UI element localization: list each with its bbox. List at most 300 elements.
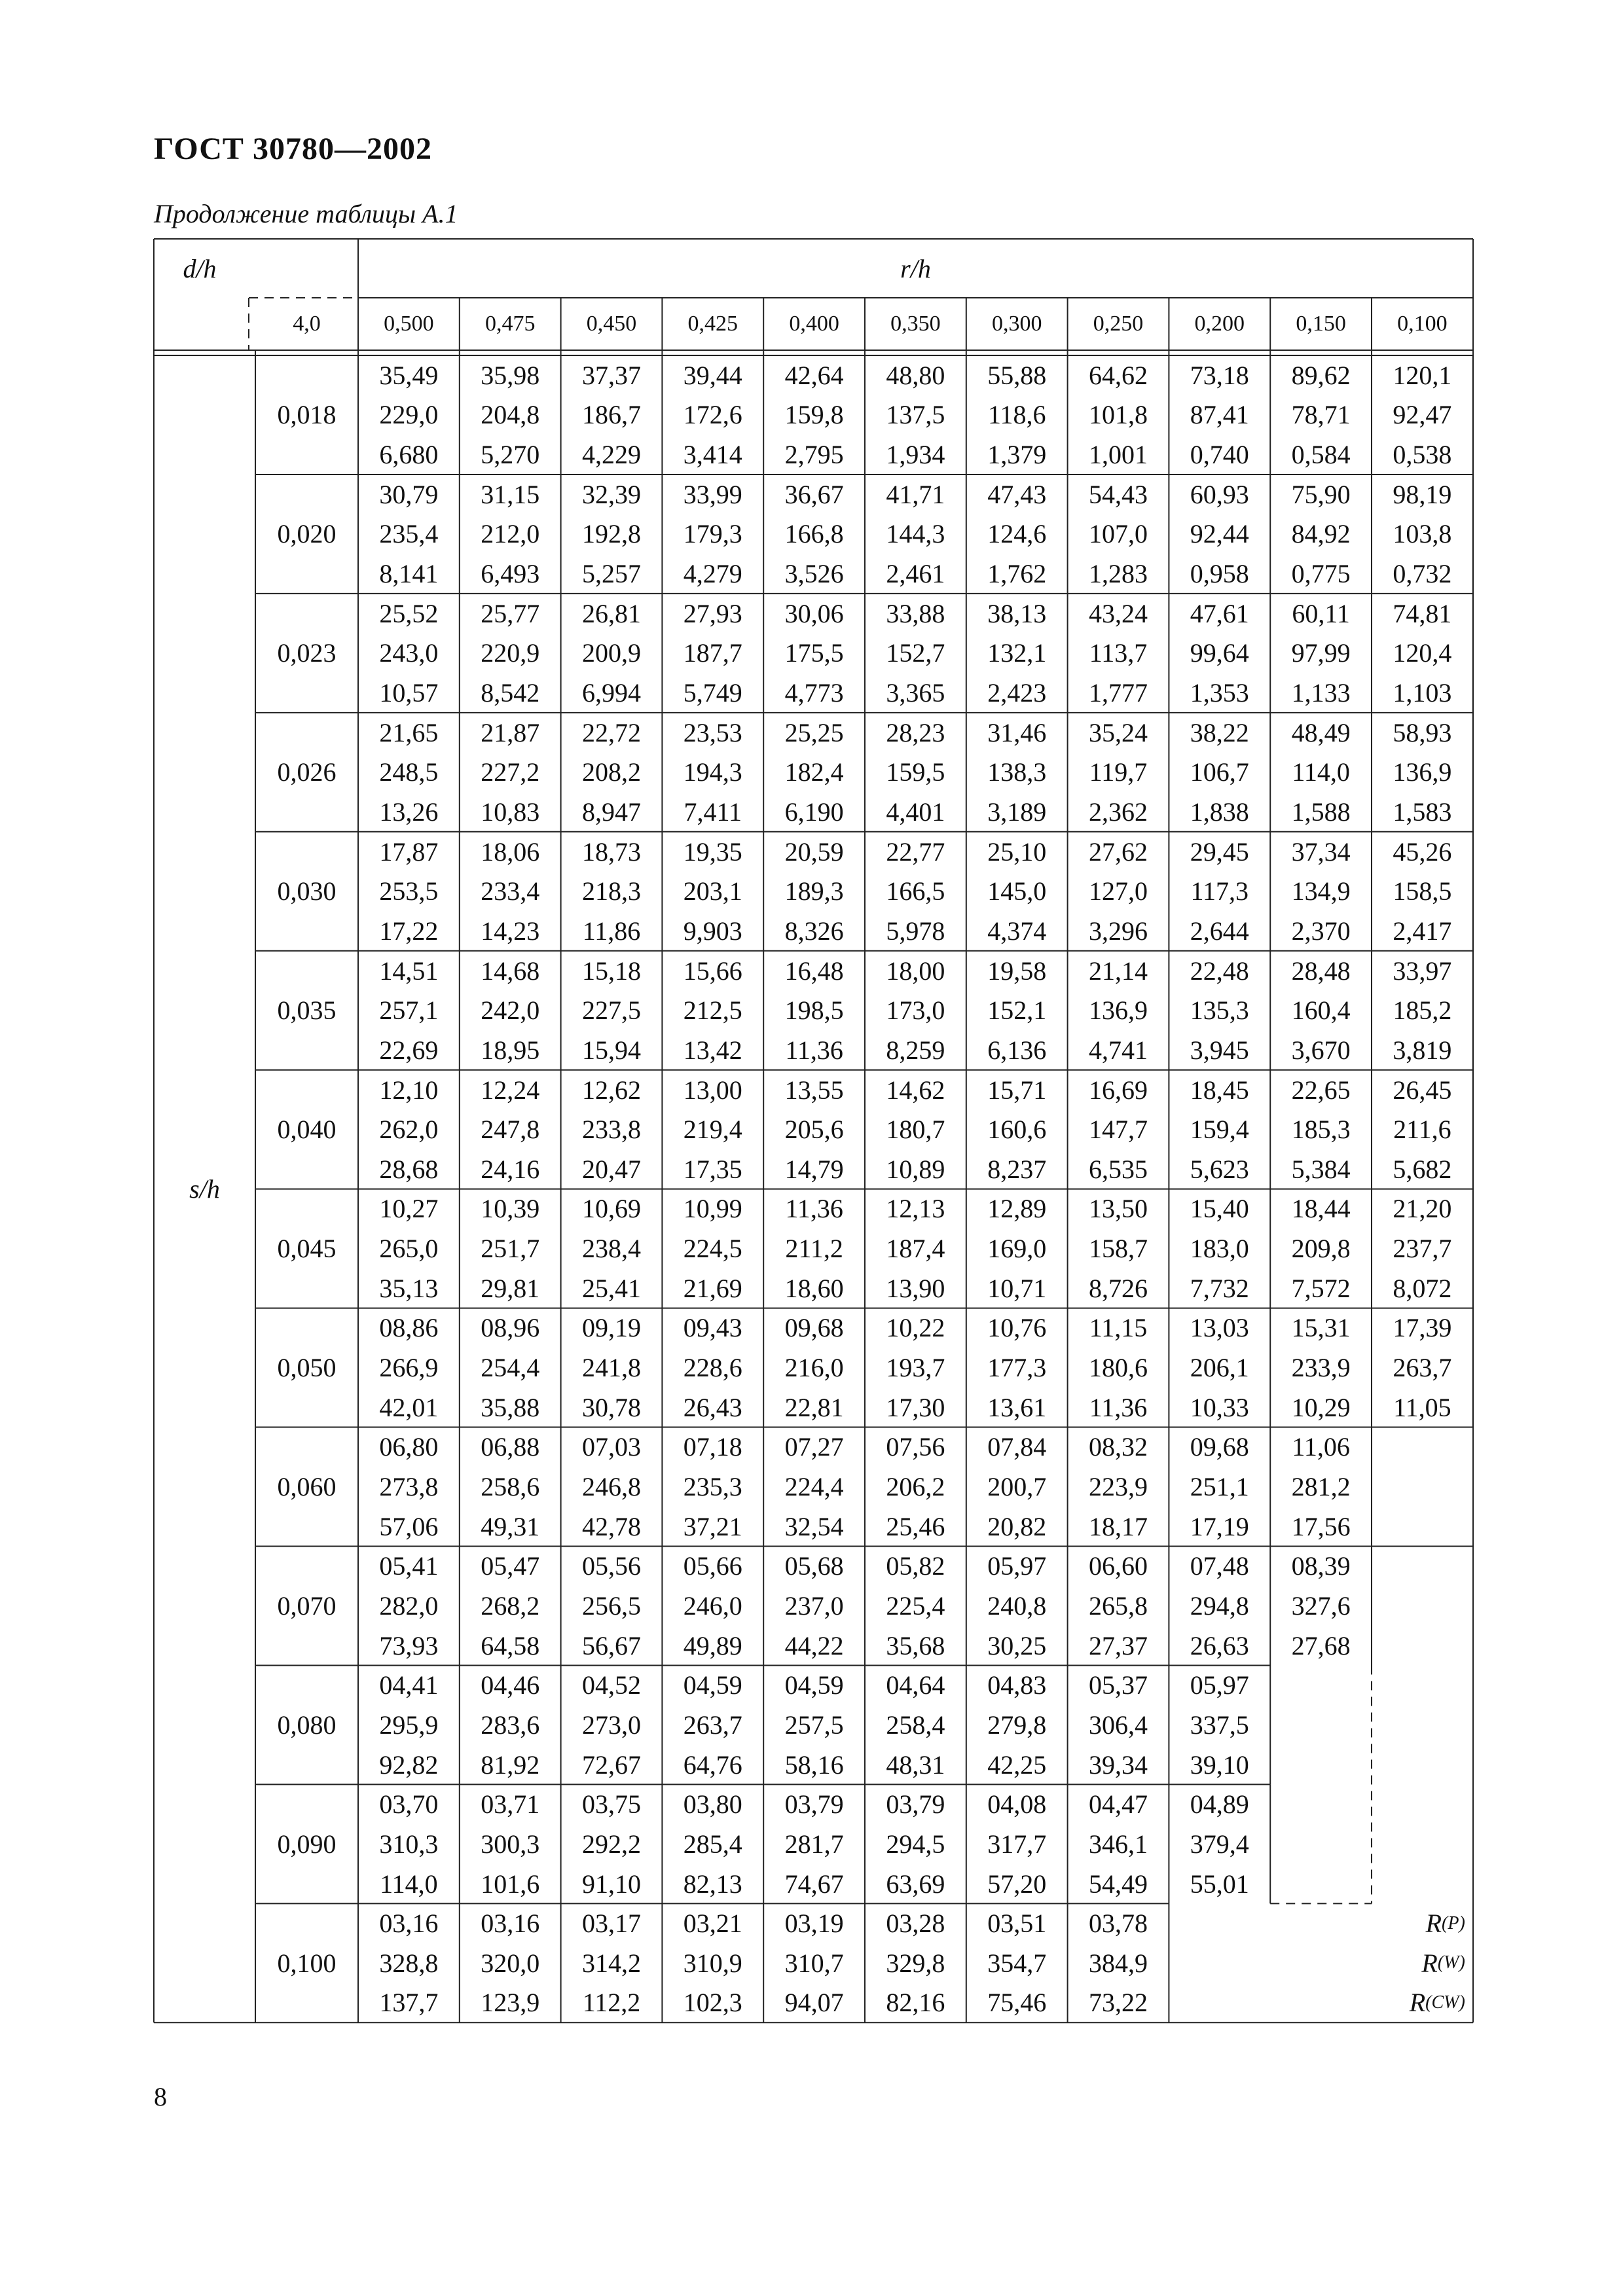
data-cell: 12,62: [581, 1075, 641, 1105]
data-cell: 300,3: [481, 1829, 540, 1859]
data-cell: 18,17: [1088, 1511, 1148, 1541]
data-cell: 10,33: [1190, 1392, 1249, 1422]
data-cell: 94,07: [784, 1988, 844, 2018]
data-cell: 187,7: [683, 638, 742, 668]
data-cell: 32,39: [581, 479, 641, 509]
s-value: 0,050: [277, 1353, 337, 1383]
data-cell: 16,48: [784, 956, 844, 986]
data-cell: 25,41: [581, 1273, 641, 1303]
data-cell: 06,60: [1088, 1551, 1148, 1581]
data-cell: 08,32: [1088, 1432, 1148, 1462]
data-cell: 11,06: [1292, 1432, 1350, 1462]
data-cell: 10,39: [481, 1194, 540, 1224]
data-cell: 175,5: [784, 638, 844, 668]
data-cell: 127,0: [1088, 876, 1148, 906]
data-cell: 118,6: [987, 400, 1046, 430]
data-cell: 04,08: [987, 1789, 1047, 1820]
data-cell: 12,10: [379, 1075, 439, 1105]
data-cell: 10,71: [987, 1273, 1047, 1303]
column-header: 0,350: [890, 312, 941, 336]
data-cell: 92,44: [1190, 519, 1249, 549]
data-cell: 03,79: [886, 1789, 945, 1820]
data-cell: 25,52: [379, 598, 439, 628]
data-cell: 10,69: [581, 1194, 641, 1224]
data-cell: 49,31: [481, 1511, 540, 1541]
data-cell: 8,726: [1088, 1273, 1148, 1303]
data-cell: 92,82: [379, 1749, 439, 1780]
data-cell: 238,4: [581, 1234, 641, 1264]
s-value: 0,045: [277, 1234, 337, 1264]
data-cell: 0,958: [1190, 559, 1249, 589]
data-cell: 30,78: [581, 1392, 641, 1422]
data-cell: 13,55: [784, 1075, 844, 1105]
data-cell: 224,4: [784, 1472, 844, 1501]
data-cell: 6,493: [481, 559, 540, 589]
data-cell: 235,4: [379, 519, 439, 549]
data-cell: 1,103: [1393, 678, 1452, 708]
data-cell: 192,8: [581, 519, 641, 549]
data-cell: 21,69: [683, 1273, 742, 1303]
data-cell: 185,2: [1393, 996, 1452, 1026]
data-cell: 18,95: [481, 1035, 540, 1065]
data-cell: 120,1: [1393, 360, 1452, 390]
data-cell: 2,644: [1190, 916, 1249, 946]
page-number: 8: [154, 2082, 167, 2111]
data-cell: 0,538: [1393, 440, 1452, 470]
data-cell: 0,732: [1393, 559, 1452, 589]
data-cell: 17,56: [1291, 1511, 1351, 1541]
data-cell: 39,44: [683, 360, 742, 390]
data-cell: 15,31: [1291, 1313, 1351, 1343]
data-cell: 28,68: [379, 1154, 439, 1184]
data-cell: 35,24: [1088, 717, 1148, 747]
column-header: 0,450: [586, 312, 637, 336]
column-header: 0,500: [384, 312, 434, 336]
data-cell: 11,36: [785, 1035, 843, 1065]
data-cell: 160,6: [987, 1115, 1047, 1145]
data-cell: 22,77: [886, 836, 945, 867]
data-cell: 21,87: [481, 717, 540, 747]
data-cell: 13,00: [683, 1075, 742, 1105]
data-cell: 310,3: [379, 1829, 439, 1859]
data-cell: 82,13: [683, 1869, 742, 1899]
data-cell: 10,27: [379, 1194, 439, 1224]
data-cell: 123,9: [481, 1988, 540, 2018]
legend-subscript: (W): [1437, 1952, 1465, 1973]
data-cell: 279,8: [987, 1710, 1047, 1740]
data-cell: 185,3: [1291, 1115, 1351, 1145]
data-cell: 75,90: [1291, 479, 1351, 509]
data-cell: 20,47: [581, 1154, 641, 1184]
data-cell: 6,680: [379, 440, 439, 470]
data-cell: 48,80: [886, 360, 945, 390]
data-cell: 03,21: [683, 1909, 742, 1939]
data-cell: 21,14: [1088, 956, 1148, 986]
data-cell: 18,44: [1291, 1194, 1351, 1224]
data-cell: 294,5: [886, 1829, 945, 1859]
data-cell: 27,37: [1088, 1630, 1148, 1660]
data-cell: 33,99: [683, 479, 742, 509]
data-cell: 29,81: [481, 1273, 540, 1303]
data-cell: 09,68: [784, 1313, 844, 1343]
data-cell: 06,88: [481, 1432, 540, 1462]
data-cell: 200,7: [987, 1472, 1047, 1501]
data-cell: 8,141: [379, 559, 439, 589]
data-cell: 182,4: [784, 757, 844, 787]
data-cell: 03,16: [379, 1909, 439, 1939]
data-cell: 172,6: [683, 400, 742, 430]
data-cell: 8,326: [784, 916, 844, 946]
data-cell: 10,76: [987, 1313, 1047, 1343]
data-cell: 04,59: [784, 1670, 844, 1700]
data-cell: 25,10: [987, 836, 1047, 867]
data-cell: 166,8: [784, 519, 844, 549]
data-cell: 295,9: [379, 1710, 439, 1740]
data-cell: 03,70: [379, 1789, 439, 1820]
data-cell: 03,19: [784, 1909, 844, 1939]
data-cell: 144,3: [886, 519, 945, 549]
data-cell: 243,0: [379, 638, 439, 668]
data-cell: 218,3: [581, 876, 641, 906]
data-cell: 3,819: [1393, 1035, 1452, 1065]
data-cell: 05,56: [581, 1551, 641, 1581]
document-title: ГОСТ 30780—2002: [154, 132, 432, 166]
data-cell: 78,71: [1291, 400, 1351, 430]
data-cell: 0,584: [1291, 440, 1351, 470]
data-cell: 03,28: [886, 1909, 945, 1939]
legend-base: R: [1425, 1909, 1442, 1939]
data-cell: 1,583: [1393, 797, 1452, 827]
data-cell: 246,0: [683, 1590, 742, 1621]
data-cell: 11,86: [582, 916, 641, 946]
data-cell: 30,25: [987, 1630, 1047, 1660]
data-cell: 354,7: [987, 1948, 1047, 1978]
data-cell: 60,11: [1292, 598, 1350, 628]
data-cell: 159,8: [784, 400, 844, 430]
data-cell: 158,7: [1088, 1234, 1148, 1264]
data-cell: 03,17: [581, 1909, 641, 1939]
data-cell: 72,67: [581, 1749, 641, 1780]
data-cell: 19,58: [987, 956, 1047, 986]
data-cell: 3,365: [886, 678, 945, 708]
data-cell: 09,43: [683, 1313, 742, 1343]
data-cell: 9,903: [683, 916, 742, 946]
data-cell: 3,414: [683, 440, 742, 470]
data-cell: 137,7: [379, 1988, 439, 2018]
data-cell: 09,19: [581, 1313, 641, 1343]
data-cell: 05,68: [784, 1551, 844, 1581]
s-value: 0,080: [277, 1710, 337, 1740]
data-cell: 1,588: [1291, 797, 1351, 827]
data-cell: 17,22: [379, 916, 439, 946]
data-cell: 211,6: [1393, 1115, 1451, 1145]
data-cell: 3,670: [1291, 1035, 1351, 1065]
data-cell: 282,0: [379, 1590, 439, 1621]
corner-value: 4,0: [293, 312, 321, 336]
data-cell: 3,526: [784, 559, 844, 589]
data-cell: 219,4: [683, 1115, 742, 1145]
data-cell: 233,9: [1291, 1353, 1351, 1383]
data-cell: 31,15: [481, 479, 540, 509]
data-cell: 07,56: [886, 1432, 945, 1462]
data-cell: 134,9: [1291, 876, 1351, 906]
data-cell: 263,7: [1393, 1353, 1452, 1383]
data-cell: 337,5: [1190, 1710, 1249, 1740]
data-cell: 22,81: [784, 1392, 844, 1422]
data-cell: 242,0: [481, 996, 540, 1026]
data-cell: 208,2: [581, 757, 641, 787]
data-cell: 35,98: [481, 360, 540, 390]
data-cell: 8,259: [886, 1035, 945, 1065]
data-cell: 112,2: [582, 1988, 641, 2018]
data-cell: 294,8: [1190, 1590, 1249, 1621]
data-cell: 18,06: [481, 836, 540, 867]
data-cell: 4,401: [886, 797, 945, 827]
data-cell: 10,99: [683, 1194, 742, 1224]
data-cell: 97,99: [1291, 638, 1351, 668]
data-cell: 14,23: [481, 916, 540, 946]
data-cell: 03,71: [481, 1789, 540, 1820]
data-cell: 73,18: [1190, 360, 1249, 390]
data-cell: 251,1: [1190, 1472, 1249, 1501]
data-cell: 42,78: [581, 1511, 641, 1541]
data-cell: 42,64: [784, 360, 844, 390]
data-cell: 2,370: [1291, 916, 1351, 946]
data-cell: 04,46: [481, 1670, 540, 1700]
data-cell: 273,8: [379, 1472, 439, 1501]
data-cell: 07,27: [784, 1432, 844, 1462]
data-cell: 177,3: [987, 1353, 1047, 1383]
data-cell: 54,49: [1088, 1869, 1148, 1899]
data-cell: 281,2: [1291, 1472, 1351, 1501]
data-cell: 14,51: [379, 956, 439, 986]
data-cell: 13,26: [379, 797, 439, 827]
data-cell: 17,39: [1393, 1313, 1452, 1343]
data-cell: 346,1: [1088, 1829, 1148, 1859]
data-cell: 114,0: [1292, 757, 1350, 787]
data-cell: 5,623: [1190, 1154, 1249, 1184]
s-value: 0,023: [277, 638, 337, 668]
data-cell: 119,7: [1089, 757, 1148, 787]
data-cell: 28,23: [886, 717, 945, 747]
data-cell: 6,994: [581, 678, 641, 708]
data-cell: 10,83: [481, 797, 540, 827]
data-cell: 42,01: [379, 1392, 439, 1422]
data-cell: 2,423: [987, 678, 1047, 708]
data-cell: 7,572: [1291, 1273, 1351, 1303]
data-cell: 206,2: [886, 1472, 945, 1501]
data-cell: 138,3: [987, 757, 1047, 787]
data-cell: 106,7: [1190, 757, 1249, 787]
data-cell: 19,35: [683, 836, 742, 867]
data-cell: 212,5: [683, 996, 742, 1026]
data-cell: 60,93: [1190, 479, 1249, 509]
data-cell: 160,4: [1291, 996, 1351, 1026]
data-cell: 4,741: [1088, 1035, 1148, 1065]
data-cell: 1,379: [987, 440, 1047, 470]
data-cell: 35,88: [481, 1392, 540, 1422]
data-cell: 14,79: [784, 1154, 844, 1184]
data-cell: 12,24: [481, 1075, 540, 1105]
data-cell: 310,9: [683, 1948, 742, 1978]
data-cell: 55,01: [1190, 1869, 1249, 1899]
data-cell: 5,384: [1291, 1154, 1351, 1184]
data-cell: 179,3: [683, 519, 742, 549]
row-group-label: s/h: [189, 1174, 220, 1204]
data-cell: 04,52: [581, 1670, 641, 1700]
data-cell: 136,9: [1393, 757, 1452, 787]
data-cell: 328,8: [379, 1948, 439, 1978]
data-cell: 189,3: [784, 876, 844, 906]
data-cell: 13,90: [886, 1273, 945, 1303]
data-cell: 4,279: [683, 559, 742, 589]
data-cell: 227,5: [581, 996, 641, 1026]
data-cell: 5,682: [1393, 1154, 1452, 1184]
data-cell: 05,37: [1088, 1670, 1148, 1700]
data-cell: 4,229: [581, 440, 641, 470]
data-cell: 26,63: [1190, 1630, 1249, 1660]
data-cell: 63,69: [886, 1869, 945, 1899]
data-cell: 15,18: [581, 956, 641, 986]
data-cell: 16,69: [1088, 1075, 1148, 1105]
data-cell: 268,2: [481, 1590, 540, 1621]
data-cell: 17,19: [1190, 1511, 1249, 1541]
data-cell: 17,87: [379, 836, 439, 867]
data-cell: 06,80: [379, 1432, 439, 1462]
data-cell: 159,4: [1190, 1115, 1249, 1145]
data-cell: 158,5: [1393, 876, 1452, 906]
data-cell: 49,89: [683, 1630, 742, 1660]
data-cell: 35,49: [379, 360, 439, 390]
data-cell: 186,7: [581, 400, 641, 430]
data-cell: 310,7: [784, 1948, 844, 1978]
data-cell: 258,4: [886, 1710, 945, 1740]
data-cell: 7,732: [1190, 1273, 1249, 1303]
data-cell: 10,89: [886, 1154, 945, 1184]
data-cell: 200,9: [581, 638, 641, 668]
data-cell: 8,542: [481, 678, 540, 708]
data-cell: 12,13: [886, 1194, 945, 1224]
data-cell: 98,19: [1393, 479, 1452, 509]
data-cell: 206,1: [1190, 1353, 1249, 1383]
data-cell: 314,2: [581, 1948, 641, 1978]
data-cell: 03,80: [683, 1789, 742, 1820]
data-cell: 3,945: [1190, 1035, 1249, 1065]
data-cell: 22,72: [581, 717, 641, 747]
data-cell: 30,79: [379, 479, 439, 509]
data-cell: 13,50: [1088, 1194, 1148, 1224]
data-cell: 5,257: [581, 559, 641, 589]
data-cell: 198,5: [784, 996, 844, 1026]
data-cell: 136,9: [1088, 996, 1148, 1026]
data-cell: 320,0: [481, 1948, 540, 1978]
data-cell: 159,5: [886, 757, 945, 787]
data-cell: 237,7: [1393, 1234, 1452, 1264]
data-cell: 10,22: [886, 1313, 945, 1343]
data-cell: 21,65: [379, 717, 439, 747]
data-cell: 27,68: [1291, 1630, 1351, 1660]
data-cell: 256,5: [581, 1590, 641, 1621]
data-cell: 39,34: [1088, 1749, 1148, 1780]
data-cell: 73,93: [379, 1630, 439, 1660]
data-cell: 11,36: [1089, 1392, 1148, 1422]
data-cell: 225,4: [886, 1590, 945, 1621]
data-cell: 33,88: [886, 598, 945, 628]
data-cell: 173,0: [886, 996, 945, 1026]
data-cell: 17,30: [886, 1392, 945, 1422]
data-cell: 03,51: [987, 1909, 1047, 1939]
data-cell: 15,66: [683, 956, 742, 986]
data-cell: 1,001: [1088, 440, 1148, 470]
data-cell: 07,84: [987, 1432, 1047, 1462]
data-cell: 4,773: [784, 678, 844, 708]
data-cell: 04,83: [987, 1670, 1047, 1700]
data-cell: 13,42: [683, 1035, 742, 1065]
legend-base: R: [1421, 1948, 1438, 1978]
data-cell: 48,49: [1291, 717, 1351, 747]
data-cell: 329,8: [886, 1948, 945, 1978]
data-cell: 22,48: [1190, 956, 1249, 986]
data-table: [154, 239, 1473, 2024]
data-cell: 180,7: [886, 1115, 945, 1145]
data-cell: 228,6: [683, 1353, 742, 1383]
data-cell: 11,36: [785, 1194, 843, 1224]
data-cell: 227,2: [481, 757, 540, 787]
data-cell: 4,374: [987, 916, 1047, 946]
data-cell: 04,47: [1088, 1789, 1148, 1820]
s-value: 0,070: [277, 1590, 337, 1621]
data-cell: 26,43: [683, 1392, 742, 1422]
data-cell: 15,40: [1190, 1194, 1249, 1224]
data-cell: 18,00: [886, 956, 945, 986]
data-cell: 03,79: [784, 1789, 844, 1820]
data-cell: 327,6: [1291, 1590, 1351, 1621]
data-cell: 132,1: [987, 638, 1047, 668]
data-cell: 37,21: [683, 1511, 742, 1541]
data-cell: 229,0: [379, 400, 439, 430]
data-cell: 37,37: [581, 360, 641, 390]
data-cell: 13,61: [987, 1392, 1047, 1422]
data-cell: 1,353: [1190, 678, 1249, 708]
data-cell: 57,06: [379, 1511, 439, 1541]
data-cell: 212,0: [481, 519, 540, 549]
data-cell: 47,61: [1190, 598, 1249, 628]
data-cell: 2,362: [1088, 797, 1148, 827]
data-cell: 211,2: [785, 1234, 843, 1264]
data-cell: 266,9: [379, 1353, 439, 1383]
data-cell: 14,62: [886, 1075, 945, 1105]
data-cell: 265,8: [1088, 1590, 1148, 1621]
data-cell: 89,62: [1291, 360, 1351, 390]
data-cell: 257,5: [784, 1710, 844, 1740]
data-cell: 99,64: [1190, 638, 1249, 668]
data-cell: 248,5: [379, 757, 439, 787]
data-cell: 38,22: [1190, 717, 1249, 747]
data-cell: 47,43: [987, 479, 1047, 509]
data-cell: 04,89: [1190, 1789, 1249, 1820]
data-cell: 240,8: [987, 1590, 1047, 1621]
data-cell: 23,53: [683, 717, 742, 747]
data-cell: 38,13: [987, 598, 1047, 628]
data-cell: 11,05: [1393, 1392, 1451, 1422]
data-cell: 29,45: [1190, 836, 1249, 867]
data-cell: 87,41: [1190, 400, 1249, 430]
column-header: 0,300: [991, 312, 1042, 336]
data-cell: 27,62: [1088, 836, 1148, 867]
data-cell: 102,3: [683, 1988, 742, 2018]
data-cell: 05,41: [379, 1551, 439, 1581]
data-cell: 117,3: [1190, 876, 1249, 906]
